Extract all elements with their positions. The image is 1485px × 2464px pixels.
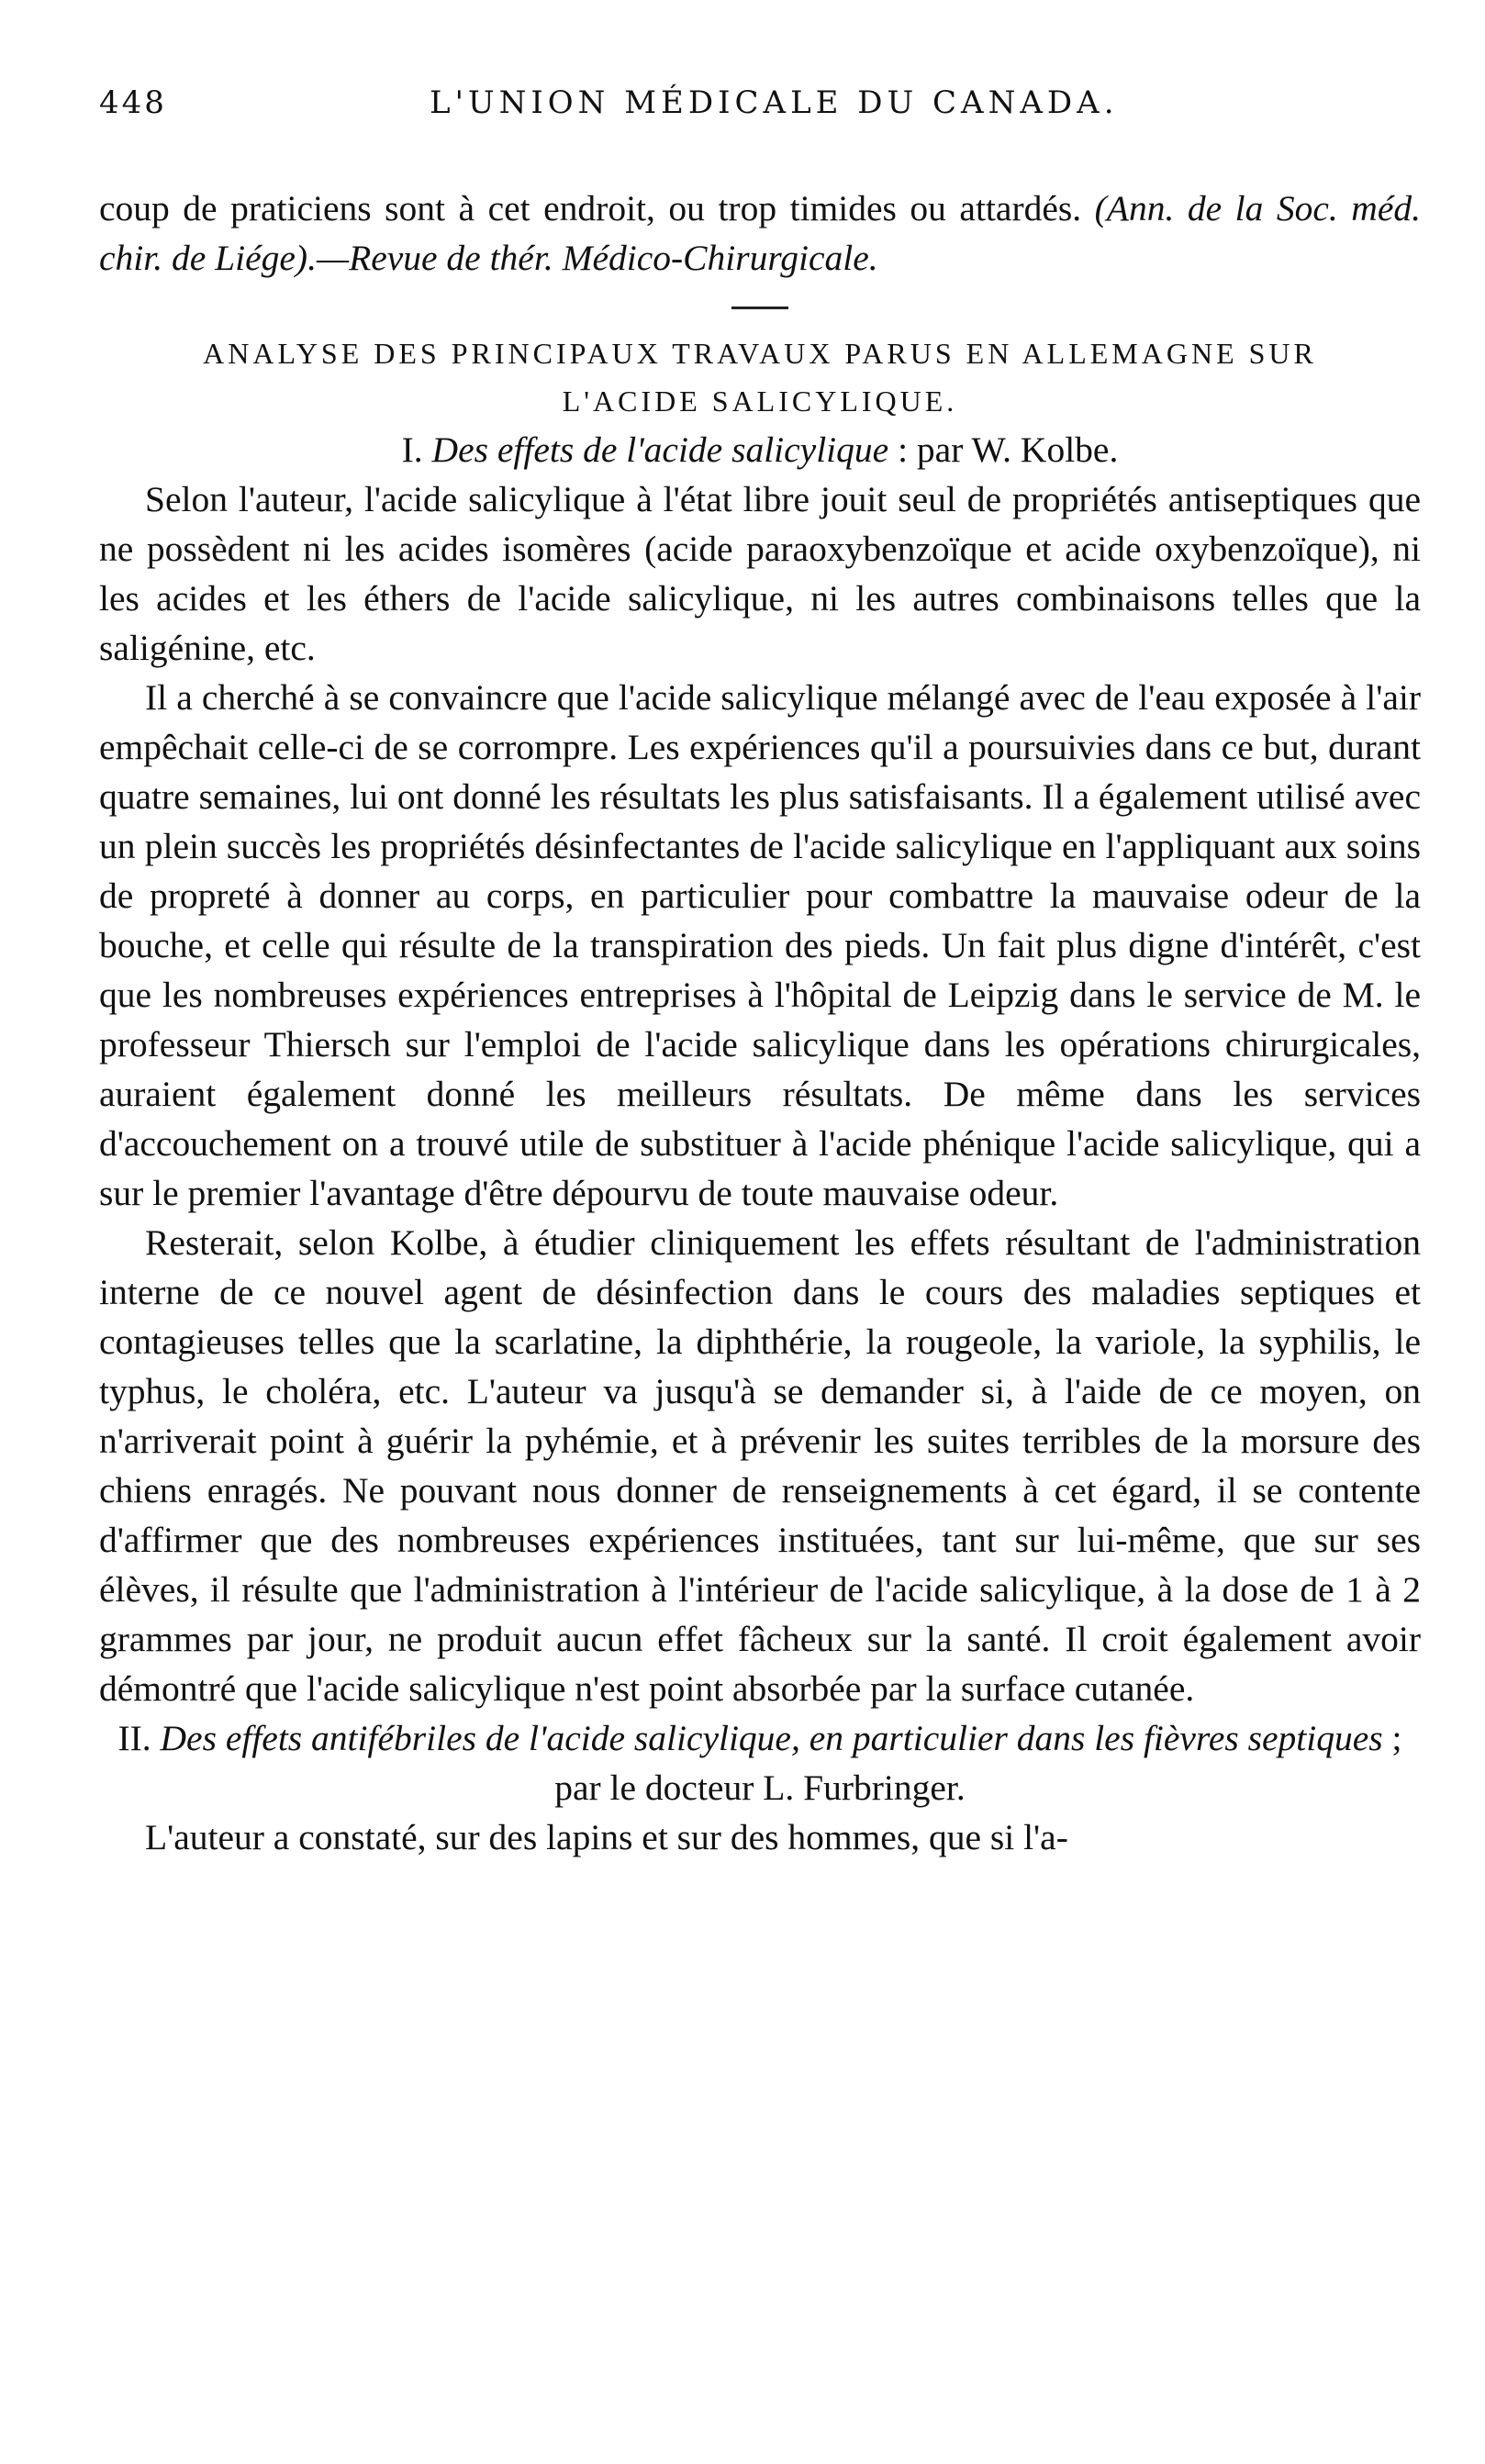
intro-paragraph — [99, 184, 1421, 283]
article-1-numeral: I. — [401, 429, 423, 470]
article-1-paragraph-1: Selon l'auteur, l'acide salicylique à l'état libre jouit seul de propriétés antiseptiques que ne possèdent ni les acides isomères (acide paraoxybenzoïque et acide oxybenzoïque), ni les acides et les éthers de l'acide salicylique, ni les autres combinaisons telles que la saligénine, etc. — [99, 479, 1421, 668]
running-title: L'UNION MÉDICALE DU CANADA. — [430, 84, 1119, 121]
article-2-numeral: II. — [117, 1718, 151, 1758]
page-number: 448 — [99, 84, 167, 121]
article-1-paragraph-3: Resterait, selon Kolbe, à étudier cliniquement les effets résultant de l'administration interne de ce nouvel agent de désinfection dans le cours des maladies septiques et contagieuses telles que la scarlatine, la diphthérie, la rougeole, la variole, la syphilis, le typhus, le choléra, etc. L'auteur va jusqu'à se demander si, à l'aide de ce moyen, on n'arriverait point à guérir la pyhémie, et à prévenir les suites terribles de la morsure des chiens enragés. Ne pouvant nous donner de renseignements à cet égard, il se contente d'affirmer que des nombreuses expériences instituées, tant sur lui-même, que sur ses élèves, il résulte que l'administration à l'intérieur de l'acide salicylique, à la dose de 1 à 2 grammes par jour, ne produit aucun effet fâcheux sur la santé. Il croit également avoir démontré que l'acide salicylique n'est point absorbée par la surface cutanée. — [99, 1222, 1421, 1709]
article-2-title: Des effets antifébriles de l'acide salicylique, en particulier dans les fièvres septiques — [160, 1718, 1383, 1758]
page-header — [99, 84, 1366, 139]
article-1-title: Des effets de l'acide salicylique — [431, 429, 889, 470]
article-2-paragraph-1: L'auteur a constaté, sur des lapins et sur des hommes, que si l'a- — [145, 1817, 1068, 1857]
section-title: ANALYSE DES PRINCIPAUX TRAVAUX PARUS EN ALLEMAGNE SUR L'ACIDE SALICYLIQUE. — [203, 337, 1317, 418]
article-1-heading — [99, 425, 1421, 474]
article-1-author: : par W. Kolbe. — [898, 429, 1119, 470]
page-body — [99, 184, 1421, 1862]
article-1-paragraph-2: Il a cherché à se convaincre que l'acide salicylique mélangé avec de l'eau exposée à l'air empêchait celle-ci de se corrompre. Les expériences qu'il a poursuivies dans ce but, durant quatre semaines, lui ont donné les résultats les plus satisfaisants. Il a également utilisé avec un plein succès les propriétés désinfectantes de l'acide salicylique en l'appliquant aux soins de propreté à donner au corps, en particulier pour combattre la mauvaise odeur de la bouche, et celle qui résulte de la transpiration des pieds. Un fait plus digne d'intérêt, c'est que les nombreuses expériences entreprises à l'hôpital de Leipzig dans le service de M. le professeur Thiersch sur l'emploi de l'acide salicylique dans les opérations chirurgicales, auraient également donné les meilleurs résultats. De même dans les services d'accouchement on a trouvé utile de substituer à l'acide phénique l'acide salicylique, qui a sur le premier l'avantage d'être dépourvu de toute mauvaise odeur. — [99, 677, 1421, 1213]
intro-citation: (Ann. de la Soc. méd. chir. de Liége).—Revue de thér. Médico-Chirurgicale. — [99, 188, 1421, 278]
article-2-author: ; par le docteur L. Furbringer. — [554, 1718, 1402, 1808]
section-divider — [731, 307, 788, 309]
intro-text: coup de praticiens sont à cet endroit, ou trop timides ou attardés. — [99, 188, 1082, 229]
article-2-heading — [99, 1713, 1421, 1812]
